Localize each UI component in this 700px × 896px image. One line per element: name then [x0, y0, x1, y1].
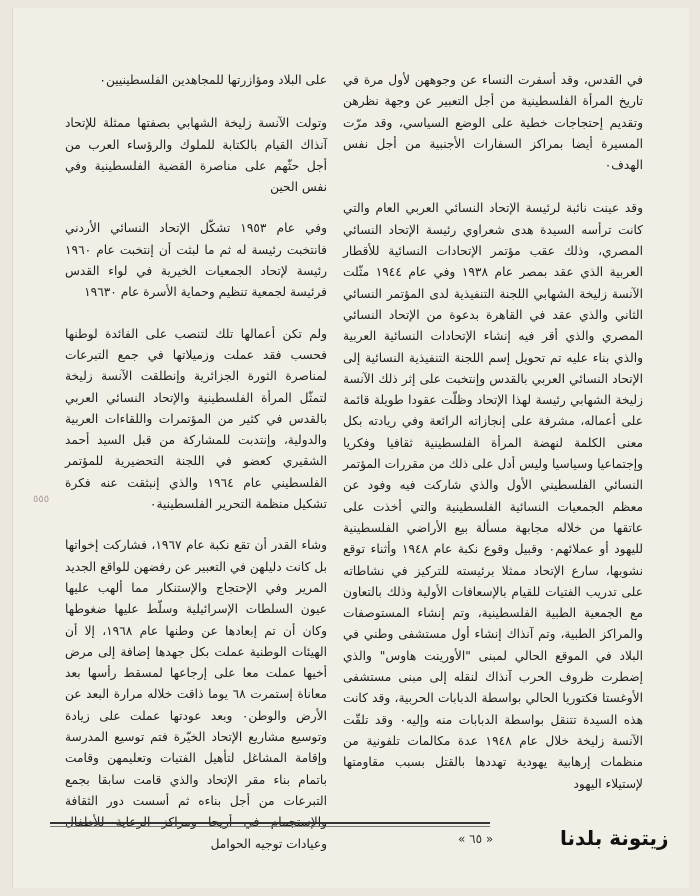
footer-rule-thin — [50, 826, 490, 827]
magazine-page — [12, 8, 689, 888]
paragraph: على البلاد ومؤازرتها للمجاهدين الفلسطينيين٠ — [99, 73, 327, 87]
paragraph: وشاء القدر أن تقع نكبة عام ١٩٦٧، فشاركت إخواتها بل كانت دليلهن في التعبير عن رفضهن للواقع الجديد المرير وفي الإحتجاج والإستنكار مما ألهب عليها عيون السلطات الإسرائيلية وسلّط عليها ضغوطها وكان أن تم إبعادها عن وطنها عام ١٩٦٨، إلا أن الهيئات الوطنية عملت بكل جهدها إضافة إلى مرض أخيها عملت معا على إرجاعها لمسقط رأسها بعد معاناة إستمرت ٦٨ يوما ذاقت خلاله مرارة البعد عن الأرض والوطن٠ وبعد عودتها عملت على زيادة وتوسيع مشاريع الإتحاد الخيّرة فتم توسيع المدرسة وإقامة المشاغل لتأهيل الفتيات وتعليمهن وقامت باتمام بناء مقر الإتحاد والذي قامت سابقا بجمع التبرعات من أجل بناءه ثم أسست دور الثقافة وعيادات توجيه الحوامل — [65, 538, 328, 851]
footer-rule — [50, 822, 490, 824]
left-text-column — [65, 70, 327, 875]
paragraph: وقد عينت نائبة لرئيسة الإتحاد النسائي العربي العام والتي كانت ترأسه السيدة هدى شعراوي رئيسة الإتحاد النسائي المصري، وذلك عقب مؤتمر الإتحادات النسائية للأقطار العربية الذي عقد بمصر عام ١٩٣٨ وفي عام ١٩٤٤ مثّلت الآنسة زليخة الشهابي اللجنة التنفيذية لدى المؤتمر النسائي الثاني والذي عقد في القاهرة بدعوة من الإتحاد النسائي المصري والذي أقر فيه إنشاء الإتحادات النسائية العربية والذي بناء عليه تم تحويل إسم اللجنة التنفيذية النسائية إلى الإتحاد النسائي العربي بالقدس وإنتخبت على إثر ذلك الآنسة زليخة الشهابي رئيسة لهذا الإتحاد وظلّت عقودا طويلة قائمة على أعماله، مشرفة على إنجازاته الرائعة وفي ريادته بكل معنى الكلمة لنهضة المرأة الفلسطينية ثقافيا وفكريا وإجتماعيا وسياسيا وليس أدل على ذلك من مقررات المؤتمر النسائي الفلسطيني الأول والذي شاركت فيه وفود عن معظم الجمعيات النسائية الفلسطينية والتي أخذت على عاتقها من خلاله مجابهة مسألة بيع الأراضي الفلسطينية لليهود أو عملائهم٠ وقبيل وقوع نكبة عام ١٩٤٨ وأثناء توقع نشوبها، سارع الإتحاد ممثلا برئيسته للتركيز في نشاطاته على تدريب الفتيات للقيام بالإسعافات الأولية وذلك بالتعاون مع الجمعية الطبية الفلسطينية، وتم إنشاء المستوصفات والمراكز الطبية، وتم آنذاك إنشاء أول مستشفى وطني في البلاد في الموقع الحالي لمبنى "الأورينت هاوس" والذي إضطرت ظروف الحرب آنذاك لنقله إلى مبنى مستشفى الأوغستا فكتوريا الحالي بواسطة الدبابات الحربية، وقد كانت هذه السيدة تتنقل بواسطة الدبابات منه وإليه٠ وقد تلقّت الآنسة زليخة خلال عام ١٩٤٨ عدة مكالمات تلفونية من منظمات إرهابية يهودية تهددها بالقتل بسبب مقاومتها لإستيلاء اليهود — [343, 201, 643, 791]
magazine-title: زيتونة بلدنا — [560, 826, 669, 850]
paragraph: وفي عام ١٩٥٣ تشكّل الإتحاد النسائي الأردني فانتخبت رئيسة له ثم ما لبثت أن إنتخبت عام ١٩٦٠ رئيسة لإتحاد الجمعيات الخيرية في لواء القدس فرئيسة لجمعية تنظيم وحماية الأسرة عام ١٩٦٣٠ — [65, 221, 327, 300]
page-number: « ٦٥ » — [458, 832, 494, 846]
paragraph: ولم تكن أعمالها تلك لتنصب على الفائدة لوطنها فحسب فقد عملت وزميلاتها في جمع التبرعات لمناصرة الثورة الجزائرية وإنطلقت الآنسة زليخة لتمثّل المرأة الفلسطينية والإتحاد النسائي العربي بالقدس في كثير من المؤتمرات واللقاءات العربية والدولية، وإنتدبت للمشاركة من قبل السيد أحمد الشقيري كعضو في اللجنة التحضيرية للمؤتمر الفلسطيني عام ١٩٦٤ والذي إنبثقت عنه فكرة تشكيل منظمة التحرير الفلسطينية٠ — [65, 326, 327, 512]
paragraph: في القدس، وقد أسفرت النساء عن وجوههن لأول مرة في تاريخ المرأة الفلسطينية من أجل التعبير عن وجهة نظرهن وتقديم إحتجاجات خطية على الوضع السياسي، وقد مرّت المسيرة أيضا بمراكز السفارات الأجنبية من أجل نفس الهدف٠ — [343, 73, 643, 173]
right-text-column — [343, 70, 643, 815]
paragraph: وتولت الآنسة زليخة الشهابي بصفتها ممثلة للإتحاد آنذاك القيام بالكتابة للملوك والرؤساء العرب من أجل حثّهم على مناصرة القضية الفلسطينية وفي نفس الحين — [65, 116, 327, 195]
margin-note: ٥٥٥ — [33, 494, 50, 505]
